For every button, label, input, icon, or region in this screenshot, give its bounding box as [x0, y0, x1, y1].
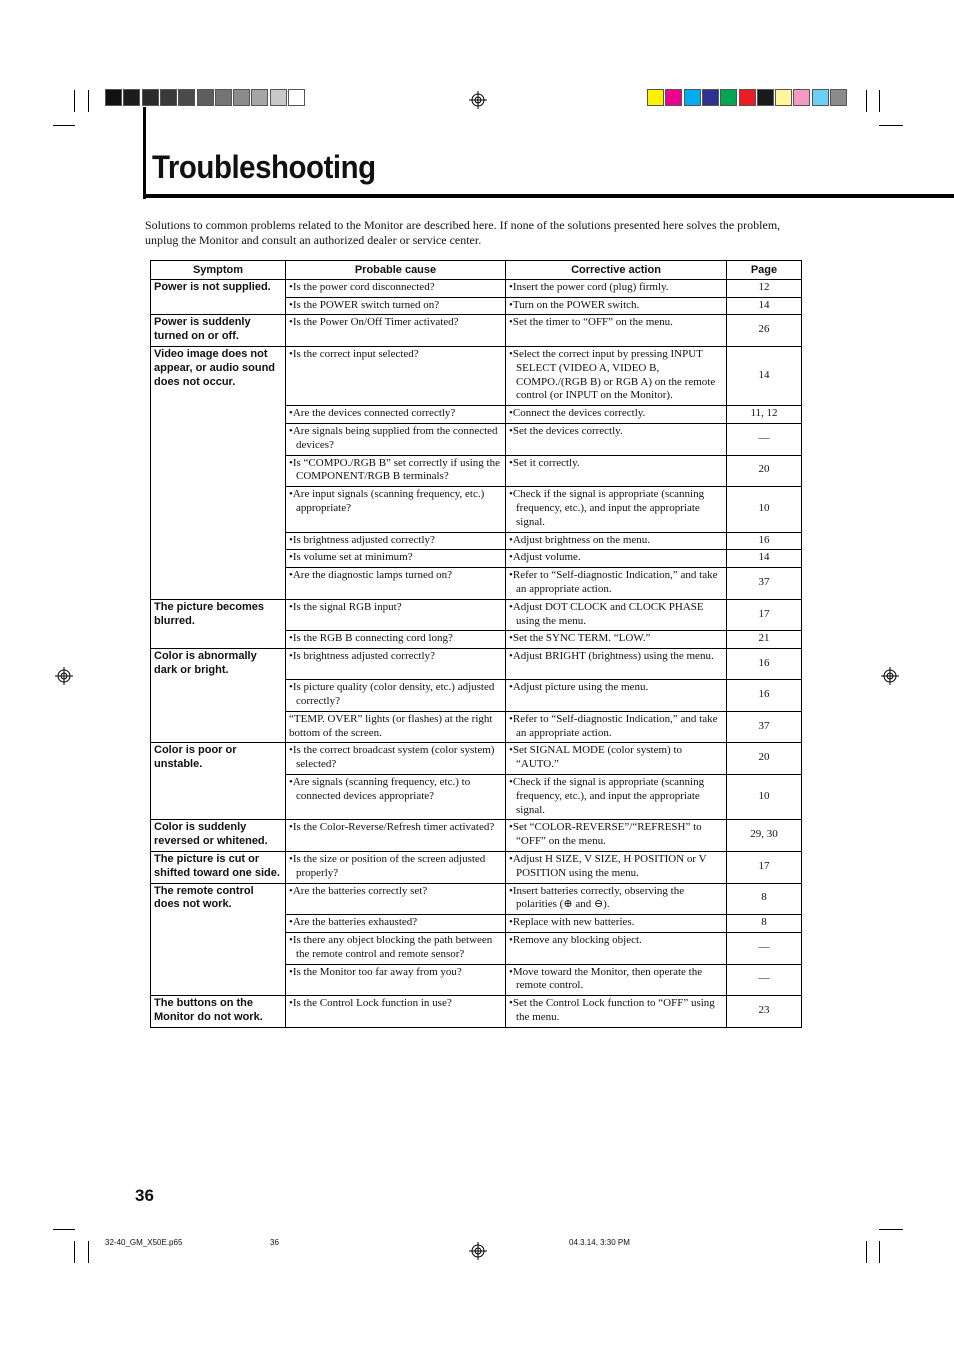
symptom-cell: Color is suddenly reversed or whitened. — [151, 820, 286, 852]
table-row — [151, 996, 802, 1028]
corrective-action-text: •Adjust H SIZE, V SIZE, H POSITION or V POSITION using the menu. — [509, 852, 707, 879]
table-row — [151, 279, 802, 297]
corrective-action-cell — [506, 932, 727, 964]
page-reference-cell: 10 — [727, 487, 802, 532]
table-row — [151, 915, 802, 933]
corrective-action-cell — [506, 406, 727, 424]
table-header-row — [151, 261, 802, 280]
table-row — [151, 851, 802, 883]
corrective-action-text: •Set the SYNC TERM. “LOW.” — [509, 632, 651, 645]
table-row — [151, 631, 802, 649]
corrective-action-text: •Adjust brightness on the menu. — [509, 533, 651, 546]
corrective-action-cell — [506, 711, 727, 743]
corrective-action-text: •Check if the signal is appropriate (scanning frequency, etc.), and input the appropriate signal. — [509, 776, 705, 816]
color-swatch — [215, 89, 232, 106]
corrective-action-cell — [506, 883, 727, 915]
symptom-cell: Video image does not appear, or audio sound does not occur. — [151, 346, 286, 405]
page-reference-cell: 14 — [727, 346, 802, 405]
corrective-action-text: •Select the correct input by pressing INPUT SELECT (VIDEO A, VIDEO B, COMPO./(RGB B) or RGB A) on the remote control (or INPUT on the Monitor). — [509, 347, 716, 402]
table-row — [151, 599, 802, 631]
color-swatch — [684, 89, 701, 106]
header-page: Page — [727, 261, 802, 280]
color-swatch — [775, 89, 792, 106]
page-reference-cell: 37 — [727, 711, 802, 743]
probable-cause-text: •Is the Monitor too far away from you? — [289, 965, 462, 978]
table-row — [151, 649, 802, 680]
table-row — [151, 932, 802, 964]
registration-mark-icon — [881, 667, 899, 685]
probable-cause-cell — [286, 599, 506, 631]
symptom-cell — [151, 406, 286, 424]
probable-cause-text: •Are the batteries correctly set? — [289, 884, 428, 897]
probable-cause-cell — [286, 964, 506, 996]
corrective-action-text: •Connect the devices correctly. — [509, 407, 646, 420]
color-swatch — [233, 89, 250, 106]
probable-cause-text: •Is the correct input selected? — [289, 347, 419, 360]
footer-page: 36 — [270, 1238, 279, 1247]
crop-mark — [879, 1229, 903, 1230]
symptom-cell — [151, 568, 286, 600]
corrective-action-cell — [506, 550, 727, 568]
crop-mark — [53, 1229, 75, 1230]
probable-cause-text: •Is the correct broadcast system (color system) selected? — [289, 744, 495, 771]
title-underline-rule — [143, 194, 954, 198]
corrective-action-cell — [506, 568, 727, 600]
probable-cause-text: •Is “COMPO./RGB B” set correctly if using the COMPONENT/RGB B terminals? — [289, 456, 500, 483]
probable-cause-text: •Is the Power On/Off Timer activated? — [289, 316, 459, 329]
corrective-action-cell — [506, 964, 727, 996]
table-row — [151, 346, 802, 405]
symptom-cell — [151, 297, 286, 315]
color-swatch — [251, 89, 268, 106]
crop-mark — [74, 90, 75, 112]
page-reference-cell: 20 — [727, 455, 802, 487]
corrective-action-cell — [506, 631, 727, 649]
registration-mark-icon — [55, 667, 73, 685]
table-row — [151, 568, 802, 600]
color-swatch — [160, 89, 177, 106]
page-reference-cell: 17 — [727, 599, 802, 631]
table-row — [151, 297, 802, 315]
probable-cause-cell — [286, 631, 506, 649]
footer-date: 04.3.14, 3:30 PM — [569, 1238, 630, 1247]
corrective-action-text: •Insert batteries correctly, observing the polarities (⊕ and ⊖). — [509, 884, 685, 911]
corrective-action-text: •Adjust picture using the menu. — [509, 681, 649, 694]
corrective-action-text: •Adjust volume. — [509, 551, 581, 564]
probable-cause-cell — [286, 487, 506, 532]
color-swatch — [123, 89, 140, 106]
corrective-action-text: •Set “COLOR-REVERSE”/“REFRESH” to “OFF” on the menu. — [509, 821, 702, 848]
page-reference-cell: 11, 12 — [727, 406, 802, 424]
color-swatch — [739, 89, 756, 106]
table-row — [151, 423, 802, 455]
corrective-action-text: •Adjust BRIGHT (brightness) using the menu. — [509, 650, 714, 663]
corrective-action-text: •Refer to “Self-diagnostic Indication,” and take an appropriate action. — [509, 712, 718, 739]
corrective-action-cell — [506, 297, 727, 315]
color-swatch — [105, 89, 122, 106]
corrective-action-text: •Remove any blocking object. — [509, 933, 642, 946]
footer-filename: 32-40_GM_X50E.p65 — [105, 1238, 183, 1247]
corrective-action-text: •Check if the signal is appropriate (scanning frequency, etc.), and input the appropriate signal. — [509, 488, 705, 528]
corrective-action-cell — [506, 680, 727, 712]
probable-cause-cell — [286, 851, 506, 883]
table-row — [151, 550, 802, 568]
table-row — [151, 883, 802, 915]
page-reference-cell: — — [727, 964, 802, 996]
symptom-cell — [151, 532, 286, 550]
registration-mark-icon — [469, 91, 487, 109]
probable-cause-text: •Is the Control Lock function in use? — [289, 997, 452, 1010]
corrective-action-text: •Set the timer to “OFF” on the menu. — [509, 316, 673, 329]
page-title: Troubleshooting — [152, 149, 376, 185]
corrective-action-cell — [506, 315, 727, 347]
probable-cause-text: •Are the batteries exhausted? — [289, 916, 418, 929]
page-reference-cell: 17 — [727, 851, 802, 883]
color-swatch — [830, 89, 847, 106]
table-row — [151, 406, 802, 424]
page-reference-cell: 12 — [727, 279, 802, 297]
page-reference-cell: 14 — [727, 550, 802, 568]
corrective-action-text: •Adjust DOT CLOCK and CLOCK PHASE using the menu. — [509, 600, 704, 627]
crop-mark — [879, 90, 880, 112]
crop-mark — [879, 1241, 880, 1263]
symptom-cell: The picture is cut or shifted toward one side. — [151, 851, 286, 883]
table-row — [151, 315, 802, 347]
probable-cause-text: •Is the POWER switch turned on? — [289, 298, 440, 311]
corrective-action-cell — [506, 532, 727, 550]
page-reference-cell: 37 — [727, 568, 802, 600]
color-swatch — [270, 89, 287, 106]
probable-cause-cell — [286, 297, 506, 315]
color-swatch — [288, 89, 305, 106]
probable-cause-text: •Is there any object blocking the path between the remote control and remote sensor? — [289, 933, 493, 960]
symptom-cell — [151, 455, 286, 487]
symptom-cell — [151, 680, 286, 712]
corrective-action-cell — [506, 851, 727, 883]
troubleshooting-table — [150, 260, 802, 1028]
symptom-cell: Color is poor or unstable. — [151, 743, 286, 775]
probable-cause-cell — [286, 775, 506, 820]
probable-cause-cell — [286, 315, 506, 347]
symptom-cell — [151, 423, 286, 455]
page-reference-cell: 21 — [727, 631, 802, 649]
color-swatch — [812, 89, 829, 106]
corrective-action-cell — [506, 743, 727, 775]
probable-cause-text: •Is the signal RGB input? — [289, 600, 402, 613]
page-reference-cell: — — [727, 932, 802, 964]
table-body — [151, 279, 802, 1027]
probable-cause-text: •Is the RGB B connecting cord long? — [289, 632, 453, 645]
page-reference-cell: — — [727, 423, 802, 455]
page-reference-cell: 23 — [727, 996, 802, 1028]
intro-paragraph: Solutions to common problems related to the Monitor are described here. If none of the solutions presented here solves the problem, unplug the Monitor and consult an authorized dealer or service center. — [145, 218, 781, 247]
page-reference-cell: 14 — [727, 297, 802, 315]
probable-cause-text: •Are signals being supplied from the connected devices? — [289, 424, 498, 451]
color-swatch — [702, 89, 719, 106]
header-probable-cause: Probable cause — [286, 261, 506, 280]
probable-cause-text: •Is volume set at minimum? — [289, 551, 413, 564]
symptom-cell: The remote control does not work. — [151, 883, 286, 915]
corrective-action-cell — [506, 346, 727, 405]
header-symptom: Symptom — [151, 261, 286, 280]
symptom-cell: The buttons on the Monitor do not work. — [151, 996, 286, 1028]
color-swatch — [197, 89, 214, 106]
probable-cause-cell — [286, 649, 506, 680]
probable-cause-cell — [286, 915, 506, 933]
symptom-cell — [151, 711, 286, 743]
probable-cause-text: •Are input signals (scanning frequency, etc.) appropriate? — [289, 488, 485, 514]
page-reference-cell: 8 — [727, 915, 802, 933]
page-reference-cell: 26 — [727, 315, 802, 347]
corrective-action-text: •Set the Control Lock function to “OFF” using the menu. — [509, 997, 715, 1023]
page-reference-cell: 10 — [727, 775, 802, 820]
corrective-action-cell — [506, 423, 727, 455]
crop-mark — [879, 125, 903, 126]
page-reference-cell: 29, 30 — [727, 820, 802, 852]
page-reference-cell: 16 — [727, 532, 802, 550]
corrective-action-cell — [506, 649, 727, 680]
probable-cause-text: •Is the power cord disconnected? — [289, 280, 435, 293]
color-swatch — [665, 89, 682, 106]
table-row — [151, 455, 802, 487]
symptom-cell — [151, 964, 286, 996]
color-swatch — [178, 89, 195, 106]
probable-cause-cell — [286, 743, 506, 775]
probable-cause-cell — [286, 550, 506, 568]
probable-cause-text: •Are the devices connected correctly? — [289, 407, 456, 420]
probable-cause-text: •Is the Color-Reverse/Refresh timer activated? — [289, 821, 495, 834]
corrective-action-text: •Insert the power cord (plug) firmly. — [509, 280, 669, 293]
corrective-action-cell — [506, 775, 727, 820]
color-swatch — [720, 89, 737, 106]
page-number: 36 — [135, 1186, 154, 1205]
symptom-cell — [151, 915, 286, 933]
table-row — [151, 743, 802, 775]
symptom-cell — [151, 775, 286, 820]
probable-cause-text: “TEMP. OVER” lights (or flashes) at the right bottom of the screen. — [289, 712, 493, 739]
probable-cause-cell — [286, 455, 506, 487]
probable-cause-cell — [286, 279, 506, 297]
registration-mark-icon — [469, 1242, 487, 1260]
crop-mark — [88, 90, 89, 112]
probable-cause-cell — [286, 711, 506, 743]
probable-cause-cell — [286, 932, 506, 964]
corrective-action-cell — [506, 455, 727, 487]
symptom-cell: The picture becomes blurred. — [151, 599, 286, 631]
symptom-cell — [151, 550, 286, 568]
probable-cause-cell — [286, 680, 506, 712]
header-corrective-action: Corrective action — [506, 261, 727, 280]
title-frame-left-rule — [143, 107, 146, 199]
table-row — [151, 487, 802, 532]
probable-cause-text: •Is picture quality (color density, etc.) adjusted correctly? — [289, 681, 495, 708]
table-row — [151, 532, 802, 550]
probable-cause-text: •Are the diagnostic lamps turned on? — [289, 569, 453, 582]
corrective-action-text: •Move toward the Monitor, then operate the remote control. — [509, 965, 703, 992]
color-swatch — [647, 89, 664, 106]
corrective-action-text: •Set SIGNAL MODE (color system) to “AUTO.” — [509, 744, 683, 771]
page-reference-cell: 8 — [727, 883, 802, 915]
color-swatch — [142, 89, 159, 106]
page-reference-cell: 20 — [727, 743, 802, 775]
color-swatch — [793, 89, 810, 106]
symptom-cell — [151, 487, 286, 532]
symptom-cell — [151, 631, 286, 649]
corrective-action-cell — [506, 820, 727, 852]
probable-cause-cell — [286, 568, 506, 600]
corrective-action-cell — [506, 487, 727, 532]
corrective-action-text: •Refer to “Self-diagnostic Indication,” and take an appropriate action. — [509, 569, 718, 595]
page-reference-cell: 16 — [727, 649, 802, 680]
table-row — [151, 711, 802, 743]
crop-mark — [866, 90, 867, 112]
symptom-cell: Color is abnormally dark or bright. — [151, 649, 286, 680]
corrective-action-cell — [506, 279, 727, 297]
probable-cause-text: •Are signals (scanning frequency, etc.) to connected devices appropriate? — [289, 776, 471, 802]
probable-cause-text: •Is the size or position of the screen adjusted properly? — [289, 852, 486, 879]
corrective-action-text: •Replace with new batteries. — [509, 916, 635, 929]
corrective-action-text: •Set the devices correctly. — [509, 424, 623, 437]
symptom-cell — [151, 932, 286, 964]
probable-cause-cell — [286, 883, 506, 915]
table-row — [151, 775, 802, 820]
probable-cause-cell — [286, 996, 506, 1028]
probable-cause-cell — [286, 532, 506, 550]
color-swatch — [757, 89, 774, 106]
symptom-cell: Power is not supplied. — [151, 279, 286, 297]
table-row — [151, 820, 802, 852]
crop-mark — [74, 1241, 75, 1263]
crop-mark — [53, 125, 75, 126]
probable-cause-cell — [286, 346, 506, 405]
table-row — [151, 964, 802, 996]
probable-cause-cell — [286, 406, 506, 424]
probable-cause-cell — [286, 423, 506, 455]
table-row — [151, 680, 802, 712]
probable-cause-text: •Is brightness adjusted correctly? — [289, 650, 435, 663]
probable-cause-cell — [286, 820, 506, 852]
corrective-action-cell — [506, 599, 727, 631]
corrective-action-text: •Set it correctly. — [509, 456, 580, 469]
crop-mark — [866, 1241, 867, 1263]
corrective-action-cell — [506, 915, 727, 933]
crop-mark — [88, 1241, 89, 1263]
probable-cause-text: •Is brightness adjusted correctly? — [289, 533, 435, 546]
page-reference-cell: 16 — [727, 680, 802, 712]
symptom-cell: Power is suddenly turned on or off. — [151, 315, 286, 347]
corrective-action-text: •Turn on the POWER switch. — [509, 298, 640, 311]
corrective-action-cell — [506, 996, 727, 1028]
